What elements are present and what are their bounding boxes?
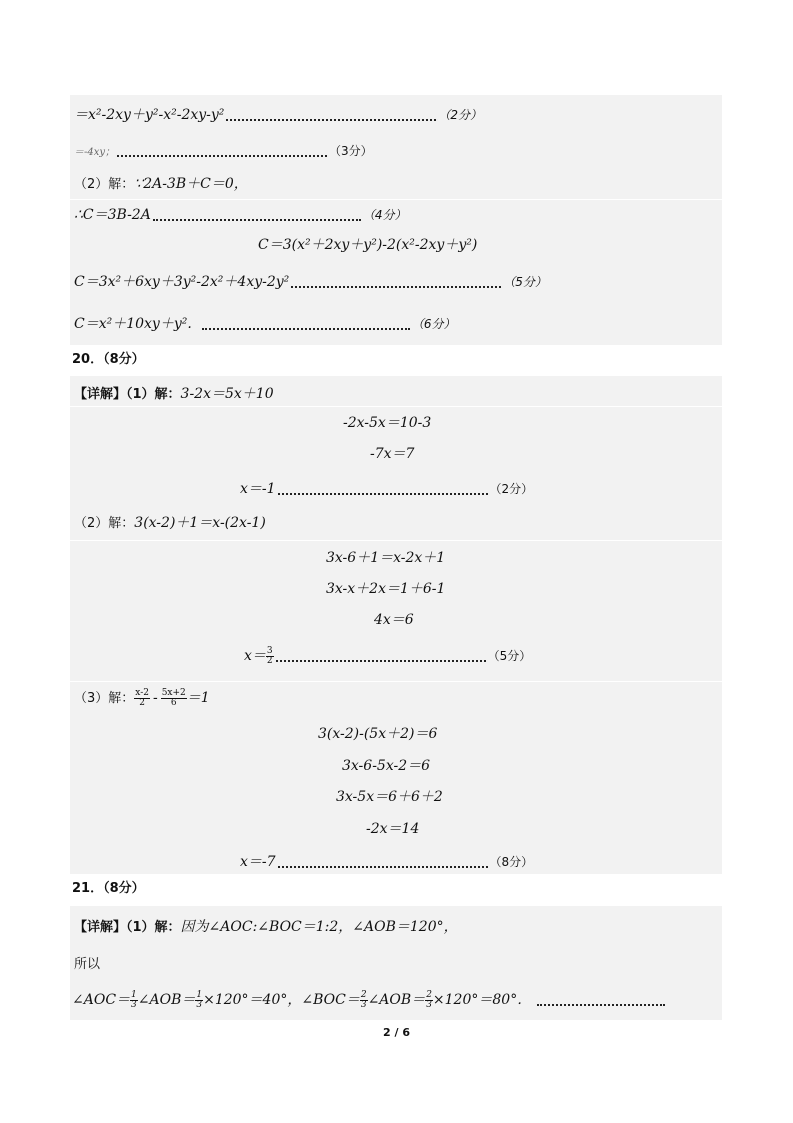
line-1 [74,105,482,125]
line-3-expr: ∵2A-3B＋C＝0， [134,176,248,192]
fraction: $\frac{2}{3}$ [360,989,367,1010]
score-mark: （2分） [489,482,534,496]
q21-calculation: ∠AOC＝ $\frac{1}{3}$ ∠AOB＝ $\frac{1}{3}$ ×120°＝40°，∠BOC＝ $\frac{2}{3}$ ∠AOB＝ $\frac{2}{3}$ ×120°＝80°． [72,990,667,1010]
q20-part2 [74,513,266,534]
fraction: $\frac{1}{3}$ [131,989,137,1010]
leader-dots [226,109,436,121]
leader-dots [153,209,361,221]
leader-dots [278,483,488,495]
leader-dots [537,994,665,1006]
answer: x＝-7 [240,854,276,870]
q20-part3: （3）解： $\frac{x-2}{2}$ - $\frac{5x+2}{6}$ ＝1 [74,687,210,708]
q20-step: 3x-5x＝6＋6＋2 [336,789,443,805]
question-20-header: 20．（8分） [72,352,145,367]
line-6 [74,272,547,292]
line-6-expr: C＝3x²＋6xy＋3y²-2x²＋4xy-2y² [74,274,290,290]
q20-step: 3x-6-5x-2＝6 [342,758,431,774]
q20-step: 4x＝6 [374,612,414,628]
q20-step: 3x-x＋2x＝1＋6-1 [326,581,446,597]
q20-part1 [74,384,274,405]
page-number: 2 / 6 [383,1026,410,1039]
leader-dots [278,856,488,868]
q20-answer-2 [244,646,531,666]
line-2 [74,141,373,163]
score-mark: （5分） [503,275,547,289]
q21-part1 [74,917,458,938]
q20-answer-3 [240,852,533,872]
part-label: （2）解： [74,177,135,192]
leader-dots [117,145,327,157]
line-7 [74,314,455,334]
line-7-expr: C＝x²＋10xy＋y². [74,316,192,332]
line-4 [74,205,406,225]
q20-step: -2x＝14 [366,821,420,837]
fraction: $\frac{1}{3}$ [196,989,203,1010]
leader-dots [276,650,486,662]
part-label: （2）解： [74,516,135,531]
statement: 因为∠AOC:∠BOC＝1:2，∠AOB＝120°， [180,919,458,935]
line-1-expr: ＝x²-2xy＋y²-x²-2xy-y² [74,107,225,123]
score-mark: （2分） [438,108,483,122]
answer: x＝ [244,648,266,664]
score-mark: （5分） [487,649,532,663]
q20-step: 3x-6＋1＝x-2x＋1 [326,550,446,566]
line-5-expr: C＝3(x²＋2xy＋y²)-2(x²-2xy＋y²) [258,237,478,253]
line-5 [258,235,477,255]
leader-dots [291,276,501,288]
part-label: （3）解： [74,691,135,706]
score-mark: （4分） [362,208,407,222]
detail-label: 【详解】（1）解： [74,387,181,402]
line-4-expr: ∴C＝3B-2A [74,207,151,223]
fraction: $\frac{3}{2}$ [266,645,273,666]
leader-dots [202,318,410,330]
q20-step: -2x-5x＝10-3 [343,415,432,431]
score-mark: （3分） [329,144,373,158]
fraction: $\frac{2}{3}$ [426,989,432,1010]
detail-label: 【详解】（1）解： [74,920,181,935]
equation: 3(x-2)＋1＝x-(2x-1) [134,515,266,531]
score-mark: （6分） [411,317,456,331]
fraction: $\frac{5x+2}{6}$ [161,687,186,708]
equation: 3-2x＝5x＋10 [180,386,274,402]
line-3 [74,174,248,195]
question-21-header: 21．（8分） [72,881,145,896]
fraction: $\frac{x-2}{2}$ [135,687,149,708]
solution-block-6 [70,682,722,874]
q20-step: -7x＝7 [370,446,415,462]
q21-therefore: 所以 [74,957,101,972]
line-2-expr: ＝-4xy； [74,147,116,158]
q20-step: 3(x-2)-(5x＋2)＝6 [318,726,438,742]
score-mark: （8分） [489,855,534,869]
answer: x＝-1 [240,481,276,497]
q20-answer-1 [240,479,533,499]
